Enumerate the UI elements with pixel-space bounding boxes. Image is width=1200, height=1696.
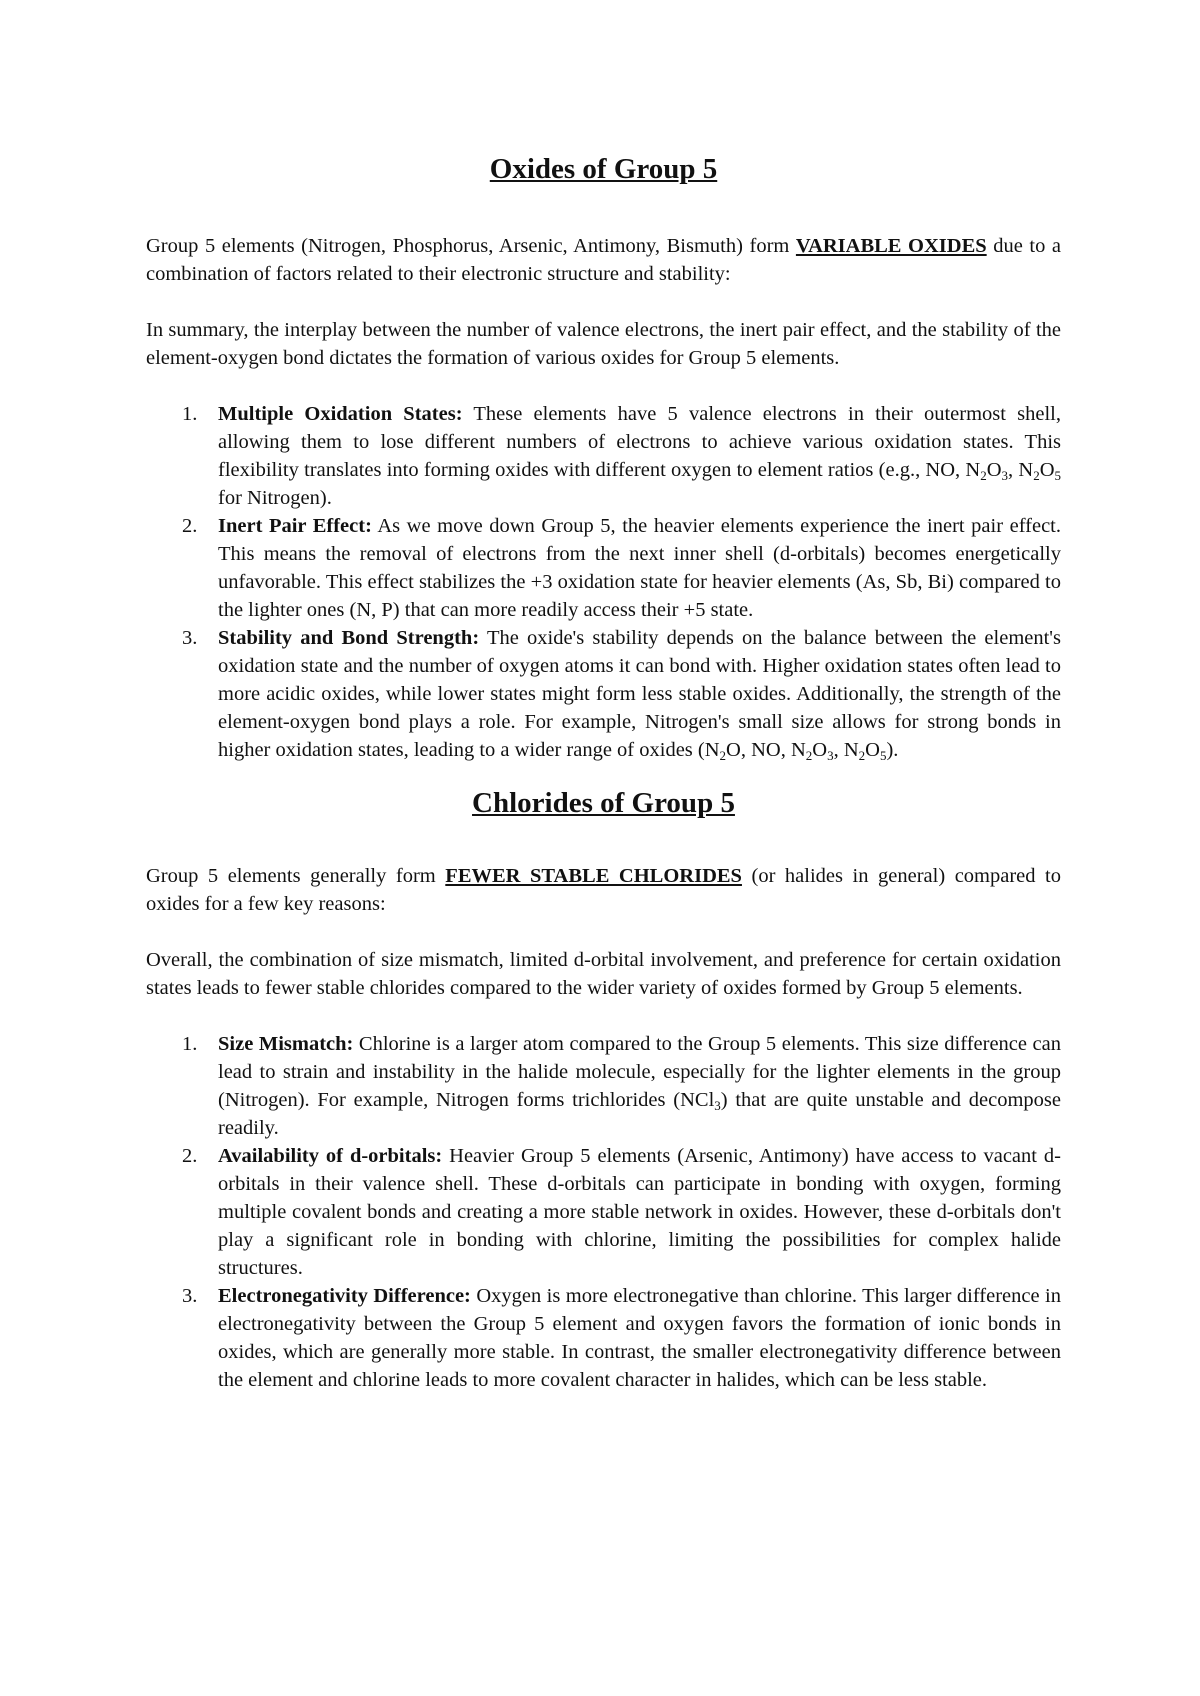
subscript: 2 [719, 748, 727, 763]
oxides-factor-list [146, 400, 1061, 764]
formula-part: , N [833, 739, 859, 761]
formula-part: O [1039, 459, 1055, 481]
list-item-text: Heavier Group 5 elements (Arsenic, Antimony) have access to vacant d-orbitals in their valence shell. These d-orbitals can participate in bonding with oxygen, forming multiple covalent bonds and creating a more stable network in oxides. However, these d-orbitals don't play a significant role in bonding with chlorine, limiting the possibilities for complex halide structures. [218, 1145, 1061, 1279]
subscript: 5 [879, 748, 887, 763]
list-item [146, 512, 1061, 624]
chlorides-intro-emphasis: FEWER STABLE CHLORIDES [445, 865, 742, 887]
list-item-number: 2. [182, 515, 198, 537]
list-item-term: Electronegativity Difference: [218, 1285, 471, 1307]
oxides-intro-text: Group 5 elements (Nitrogen, Phosphorus, Arsenic, Antimony, Bismuth) form [146, 235, 796, 257]
list-item-term: Stability and Bond Strength: [218, 627, 480, 649]
list-item-number: 2. [182, 1145, 198, 1167]
formula-part: , N [1008, 459, 1034, 481]
list-item-term: Inert Pair Effect: [218, 515, 372, 537]
oxides-intro [146, 232, 1061, 288]
list-item [146, 1282, 1061, 1394]
list-item-text: The oxide's stability depends on the balance between the element's oxidation state and the number of oxygen atoms it can bond with. Higher oxidation states often lead to more acidic oxides, while lower states might form less stable oxides. Additionally, the strength of the element-oxygen bond plays a role. For example, Nitrogen's small size allows for strong bonds in higher oxidation states, leading to a wider range of oxides (N [218, 627, 1061, 761]
formula-part: O, NO, N [726, 739, 806, 761]
oxides-title: Oxides of Group 5 [489, 153, 718, 185]
subscript: 3 [714, 1098, 721, 1113]
oxides-intro-text-end: due to a combination of factors related to their electronic structure and stability: [146, 235, 1061, 285]
list-item-number: 1. [182, 403, 198, 425]
chlorides-intro-text-end: (or halides in general) compared to oxides for a few key reasons: [146, 865, 1061, 915]
list-item-term: Availability of d-orbitals: [218, 1145, 443, 1167]
list-item [146, 400, 1061, 512]
subscript: 2 [805, 748, 813, 763]
chlorides-intro-text: Group 5 elements generally form [146, 865, 446, 887]
list-item-text: These elements have 5 valence electrons in their outermost shell, allowing them to lose different numbers of electrons to achieve various oxidation states. This flexibility translates into forming oxides with different oxygen to element ratios (e.g., NO, N [218, 403, 1061, 481]
chlorides-reason-list [146, 1030, 1061, 1394]
subscript: 2 [980, 468, 987, 483]
list-item-number: 1. [182, 1033, 198, 1055]
list-item-number: 3. [182, 627, 198, 649]
chlorides-summary: Overall, the combination of size mismatch, limited d-orbital involvement, and preference for certain oxidation states leads to fewer stable chlorides compared to the wider variety of oxides formed by Group 5 elements. [146, 949, 1061, 999]
list-item-text-end: ) that are quite unstable and decompose readily. [218, 1089, 1061, 1139]
list-item-text: Oxygen is more electronegative than chlorine. This larger difference in electronegativity between the Group 5 element and oxygen favors the formation of ionic bonds in oxides, which are generally more stable. In contrast, the smaller electronegativity difference between the element and chlorine leads to more covalent character in halides, which can be less stable. [218, 1285, 1061, 1391]
chlorides-title: Chlorides of Group 5 [472, 787, 735, 819]
subscript: 2 [858, 748, 866, 763]
oxides-intro-emphasis: VARIABLE OXIDES [795, 235, 987, 257]
document-page [146, 140, 1061, 1394]
formula-part: O [812, 739, 828, 761]
list-item [146, 1142, 1061, 1282]
subscript: 2 [1033, 468, 1040, 483]
formula-part: O [986, 459, 1002, 481]
subscript: 5 [1054, 468, 1061, 483]
formula-part: O [865, 739, 880, 761]
list-item-text-end: ). [886, 739, 899, 761]
subscript: 3 [827, 748, 834, 763]
chlorides-intro [146, 862, 1061, 918]
list-item-text-end: for Nitrogen). [218, 487, 332, 509]
list-item-term: Size Mismatch: [218, 1033, 354, 1055]
oxides-summary: In summary, the interplay between the number of valence electrons, the inert pair effect, and the stability of the element-oxygen bond dictates the formation of various oxides for Group 5 elements. [146, 319, 1061, 369]
list-item [146, 624, 1061, 764]
list-item-number: 3. [182, 1285, 198, 1307]
list-item-text: Chlorine is a larger atom compared to the Group 5 elements. This size difference can lead to strain and instability in the halide molecule, especially for the lighter elements in the group (Nitrogen). For example, Nitrogen forms trichlorides (NCl [218, 1033, 1061, 1111]
subscript: 3 [1001, 468, 1009, 483]
list-item [146, 1030, 1061, 1142]
list-item-term: Multiple Oxidation States: [218, 403, 463, 425]
list-item-text: As we move down Group 5, the heavier elements experience the inert pair effect. This means the removal of electrons from the next inner shell (d-orbitals) becomes energetically unfavorable. This effect stabilizes the +3 oxidation state for heavier elements (As, Sb, Bi) compared to the lighter ones (N, P) that can more readily access their +5 state. [218, 515, 1061, 621]
